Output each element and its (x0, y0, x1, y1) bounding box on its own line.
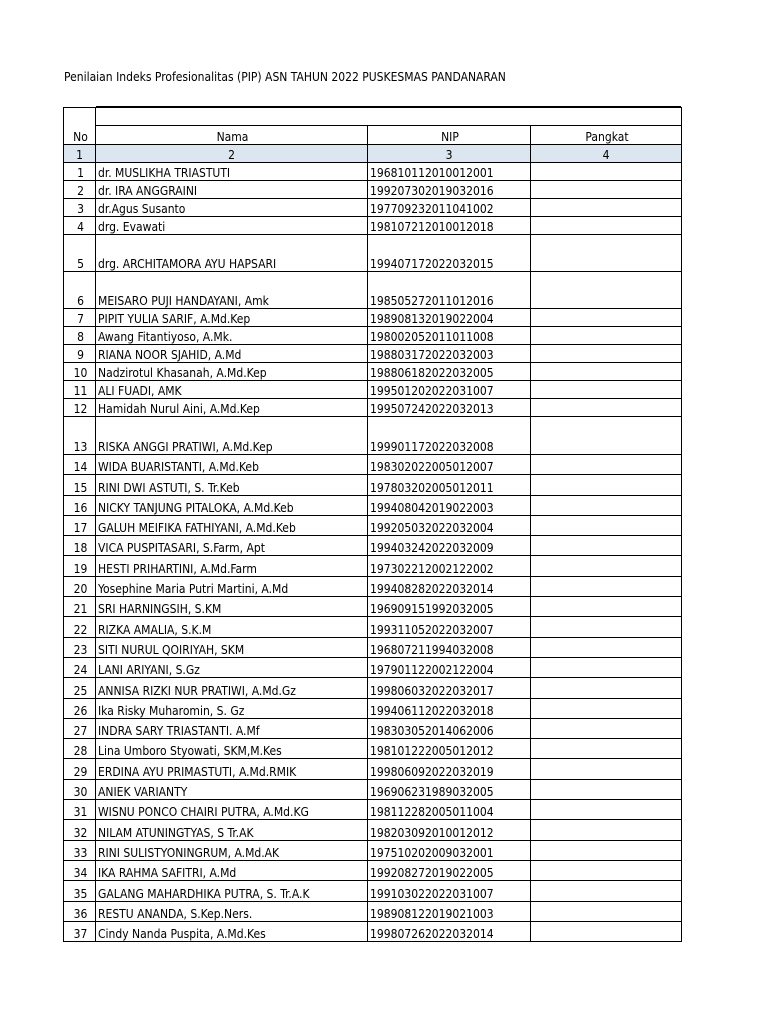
column-header-no: No (64, 108, 96, 145)
row-pangkat (531, 739, 682, 759)
table-row (64, 235, 682, 272)
row-pangkat (531, 381, 682, 399)
row-number: 6 (64, 272, 96, 309)
row-pangkat (531, 345, 682, 363)
row-nip: 198806182022032005 (368, 363, 531, 381)
row-number: 31 (64, 800, 96, 820)
row-number: 26 (64, 698, 96, 718)
row-nama: Cindy Nanda Puspita, A.Md.Kes (96, 921, 368, 941)
row-number: 21 (64, 597, 96, 617)
row-nama: Yosephine Maria Putri Martini, A.Md (96, 576, 368, 596)
row-pangkat (531, 597, 682, 617)
row-number: 16 (64, 495, 96, 515)
row-nip: 197709232011041002 (368, 199, 531, 217)
row-nama: RINI DWI ASTUTI, S. Tr.Keb (96, 475, 368, 495)
row-nip: 198908122019021003 (368, 901, 531, 921)
row-nama: GALANG MAHARDHIKA PUTRA, S. Tr.A.K (96, 881, 368, 901)
table-row (64, 901, 682, 921)
row-number: 2 (64, 181, 96, 199)
table-row (64, 515, 682, 535)
row-number: 15 (64, 475, 96, 495)
row-number: 28 (64, 739, 96, 759)
index-nama: 2 (96, 145, 368, 163)
row-number: 8 (64, 327, 96, 345)
row-nip: 199311052022032007 (368, 617, 531, 637)
row-nama: RIZKA AMALIA, S.K.M (96, 617, 368, 637)
row-pangkat (531, 455, 682, 475)
row-number: 18 (64, 536, 96, 556)
row-number: 23 (64, 637, 96, 657)
row-number: 29 (64, 759, 96, 779)
row-number: 4 (64, 217, 96, 235)
row-pangkat (531, 309, 682, 327)
row-number: 33 (64, 840, 96, 860)
row-nip: 199806032022032017 (368, 678, 531, 698)
row-nama: Nadzirotul Khasanah, A.Md.Kep (96, 363, 368, 381)
row-nama: ALI FUADI, AMK (96, 381, 368, 399)
row-nip: 199205032022032004 (368, 515, 531, 535)
row-nama: RESTU ANANDA, S.Kep.Ners. (96, 901, 368, 921)
table-row (64, 163, 682, 181)
row-pangkat (531, 327, 682, 345)
column-index-row (64, 145, 682, 163)
column-header-pangkat: Pangkat (531, 126, 682, 145)
row-pangkat (531, 617, 682, 637)
row-nama: MEISARO PUJI HANDAYANI, Amk (96, 272, 368, 309)
table-row (64, 345, 682, 363)
staff-table (63, 107, 682, 942)
row-number: 14 (64, 455, 96, 475)
row-nama: GALUH MEIFIKA FATHIYANI, A.Md.Keb (96, 515, 368, 535)
row-nip: 199901172022032008 (368, 417, 531, 455)
row-number: 27 (64, 718, 96, 738)
table-row (64, 820, 682, 840)
row-nip: 199407172022032015 (368, 235, 531, 272)
row-nip: 199501202022031007 (368, 381, 531, 399)
row-number: 17 (64, 515, 96, 535)
row-number: 3 (64, 199, 96, 217)
table-row (64, 556, 682, 576)
row-nama: drg. Evawati (96, 217, 368, 235)
table-row (64, 475, 682, 495)
row-nip: 199507242022032013 (368, 399, 531, 417)
row-nip: 199806092022032019 (368, 759, 531, 779)
row-nip: 199207302019032016 (368, 181, 531, 199)
row-number: 24 (64, 657, 96, 677)
row-nip: 199408282022032014 (368, 576, 531, 596)
row-nama: RISKA ANGGI PRATIWI, A.Md.Kep (96, 417, 368, 455)
table-row (64, 576, 682, 596)
header-spacer (96, 108, 682, 126)
row-nip: 198303052014062006 (368, 718, 531, 738)
table-row (64, 455, 682, 475)
row-pangkat (531, 820, 682, 840)
row-nama: dr. MUSLIKHA TRIASTUTI (96, 163, 368, 181)
row-nip: 199406112022032018 (368, 698, 531, 718)
row-pangkat (531, 921, 682, 941)
row-nama: INDRA SARY TRIASTANTI. A.Mf (96, 718, 368, 738)
table-row (64, 217, 682, 235)
table-row (64, 718, 682, 738)
row-nama: dr. IRA ANGGRAINI (96, 181, 368, 199)
row-number: 7 (64, 309, 96, 327)
row-nip: 199103022022031007 (368, 881, 531, 901)
row-pangkat (531, 576, 682, 596)
row-pangkat (531, 495, 682, 515)
row-pangkat (531, 840, 682, 860)
row-number: 5 (64, 235, 96, 272)
row-pangkat (531, 800, 682, 820)
table-row (64, 495, 682, 515)
table-row (64, 381, 682, 399)
row-nip: 196909151992032005 (368, 597, 531, 617)
row-pangkat (531, 678, 682, 698)
row-number: 22 (64, 617, 96, 637)
table-row (64, 759, 682, 779)
table-row (64, 678, 682, 698)
row-number: 20 (64, 576, 96, 596)
row-nama: SRI HARNINGSIH, S.KM (96, 597, 368, 617)
table-row (64, 860, 682, 880)
row-nama: dr.Agus Susanto (96, 199, 368, 217)
row-nama: SITI NURUL QOIRIYAH, SKM (96, 637, 368, 657)
row-nama: Lina Umboro Styowati, SKM,M.Kes (96, 739, 368, 759)
row-nip: 196810112010012001 (368, 163, 531, 181)
table-row (64, 921, 682, 941)
table-row (64, 309, 682, 327)
row-pangkat (531, 475, 682, 495)
row-pangkat (531, 556, 682, 576)
row-nama: NILAM ATUNINGTYAS, S Tr.AK (96, 820, 368, 840)
table-row (64, 417, 682, 455)
table-row (64, 739, 682, 759)
row-nip: 199807262022032014 (368, 921, 531, 941)
row-nama: WISNU PONCO CHAIRI PUTRA, A.Md.KG (96, 800, 368, 820)
row-nama: LANI ARIYANI, S.Gz (96, 657, 368, 677)
index-nip: 3 (368, 145, 531, 163)
row-pangkat (531, 901, 682, 921)
row-number: 36 (64, 901, 96, 921)
row-pangkat (531, 698, 682, 718)
row-nama: Hamidah Nurul Aini, A.Md.Kep (96, 399, 368, 417)
row-nama: RIANA NOOR SJAHID, A.Md (96, 345, 368, 363)
row-pangkat (531, 217, 682, 235)
row-number: 35 (64, 881, 96, 901)
row-nama: IKA RAHMA SAFITRI, A.Md (96, 860, 368, 880)
table-row (64, 637, 682, 657)
document-title: Penilaian Indeks Profesionalitas (PIP) ASN TAHUN 2022 PUSKESMAS PANDANARAN (64, 70, 506, 84)
row-nip: 196807211994032008 (368, 637, 531, 657)
row-pangkat (531, 759, 682, 779)
row-nip: 198002052011011008 (368, 327, 531, 345)
row-number: 11 (64, 381, 96, 399)
row-number: 30 (64, 779, 96, 799)
row-nama: ANIEK VARIANTY (96, 779, 368, 799)
row-nama: HESTI PRIHARTINI, A.Md.Farm (96, 556, 368, 576)
row-nip: 198101222005012012 (368, 739, 531, 759)
table-row (64, 617, 682, 637)
row-nama: drg. ARCHITAMORA AYU HAPSARI (96, 235, 368, 272)
row-pangkat (531, 163, 682, 181)
row-nip: 199403242022032009 (368, 536, 531, 556)
row-pangkat (531, 417, 682, 455)
row-nama: NICKY TANJUNG PITALOKA, A.Md.Keb (96, 495, 368, 515)
table-row (64, 779, 682, 799)
row-nip: 197510202009032001 (368, 840, 531, 860)
row-nama: VICA PUSPITASARI, S.Farm, Apt (96, 536, 368, 556)
row-nama: ANNISA RIZKI NUR PRATIWI, A.Md.Gz (96, 678, 368, 698)
table-row (64, 840, 682, 860)
table-row (64, 327, 682, 345)
index-pangkat: 4 (531, 145, 682, 163)
row-number: 34 (64, 860, 96, 880)
column-header-nip: NIP (368, 126, 531, 145)
row-pangkat (531, 536, 682, 556)
table-row (64, 199, 682, 217)
row-nip: 197901122002122004 (368, 657, 531, 677)
row-pangkat (531, 199, 682, 217)
row-number: 25 (64, 678, 96, 698)
row-nip: 199208272019022005 (368, 860, 531, 880)
table-row (64, 881, 682, 901)
row-nama: Ika Risky Muharomin, S. Gz (96, 698, 368, 718)
row-number: 9 (64, 345, 96, 363)
row-pangkat (531, 515, 682, 535)
row-pangkat (531, 860, 682, 880)
table-row (64, 657, 682, 677)
table-row (64, 399, 682, 417)
row-pangkat (531, 779, 682, 799)
row-nama: PIPIT YULIA SARIF, A.Md.Kep (96, 309, 368, 327)
row-pangkat (531, 657, 682, 677)
table-row (64, 536, 682, 556)
row-number: 37 (64, 921, 96, 941)
row-nip: 198112282005011004 (368, 800, 531, 820)
row-number: 13 (64, 417, 96, 455)
table-row (64, 698, 682, 718)
row-nip: 198505272011012016 (368, 272, 531, 309)
row-pangkat (531, 881, 682, 901)
row-nama: RINI SULISTYONINGRUM, A.Md.AK (96, 840, 368, 860)
column-header-nama: Nama (96, 126, 368, 145)
row-nip: 198803172022032003 (368, 345, 531, 363)
table-row (64, 181, 682, 199)
row-number: 19 (64, 556, 96, 576)
row-pangkat (531, 399, 682, 417)
row-number: 1 (64, 163, 96, 181)
row-nama: Awang Fitantiyoso, A.Mk. (96, 327, 368, 345)
row-nip: 197302212002122002 (368, 556, 531, 576)
row-nip: 197803202005012011 (368, 475, 531, 495)
row-pangkat (531, 181, 682, 199)
table-row (64, 800, 682, 820)
row-number: 12 (64, 399, 96, 417)
row-nip: 198203092010012012 (368, 820, 531, 840)
row-pangkat (531, 272, 682, 309)
row-number: 32 (64, 820, 96, 840)
row-pangkat (531, 235, 682, 272)
table-row (64, 363, 682, 381)
row-number: 10 (64, 363, 96, 381)
row-nama: WIDA BUARISTANTI, A.Md.Keb (96, 455, 368, 475)
row-pangkat (531, 718, 682, 738)
row-nip: 198107212010012018 (368, 217, 531, 235)
table-row (64, 597, 682, 617)
row-nip: 198908132019022004 (368, 309, 531, 327)
row-nama: ERDINA AYU PRIMASTUTI, A.Md.RMIK (96, 759, 368, 779)
index-no: 1 (64, 145, 96, 163)
row-pangkat (531, 363, 682, 381)
row-nip: 198302022005012007 (368, 455, 531, 475)
table-row (64, 272, 682, 309)
row-nip: 199408042019022003 (368, 495, 531, 515)
row-nip: 196906231989032005 (368, 779, 531, 799)
row-pangkat (531, 637, 682, 657)
